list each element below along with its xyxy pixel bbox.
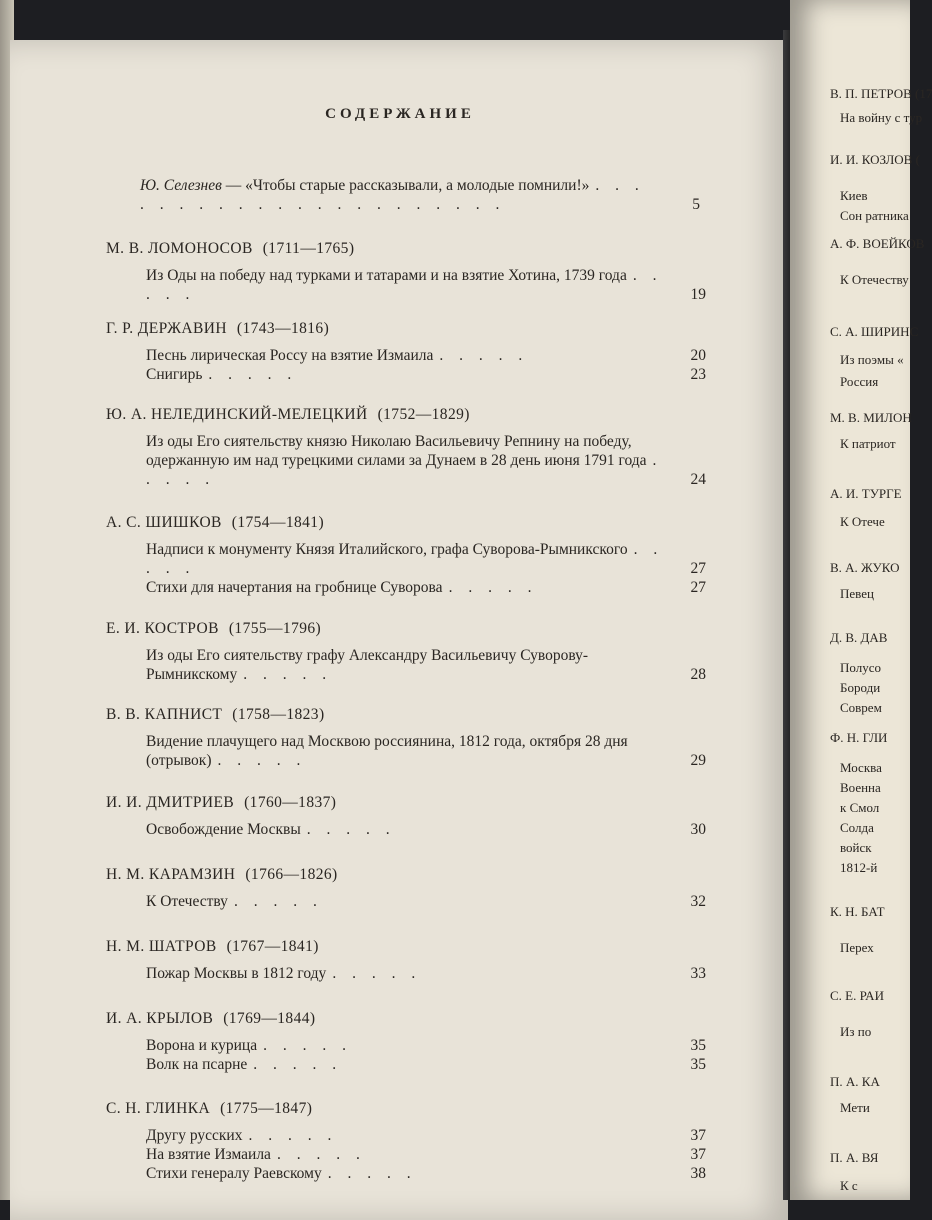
author-dates: (1752—1829) (377, 406, 470, 423)
facing-author: А. Ф. ВОЕЙКОВ (830, 236, 925, 251)
work-page-number: 27 (690, 560, 706, 577)
works-list (146, 646, 706, 684)
author-dates: (1760—1837) (244, 794, 337, 811)
author-dates: (1767—1841) (226, 938, 319, 955)
works-list (146, 346, 706, 384)
work-item: Из оды Его сиятельству князю Николаю Васильевичу Репнину на победу, одержанную им над турецкими силами за Дунаем в 28 день июня 1791 года . . . . . 24 (146, 433, 706, 488)
work-item: Песнь лирическая Россу на взятие Измаила . . . . . 20 (146, 347, 706, 364)
toc-entry (106, 514, 706, 597)
facing-author: П. А. КА (830, 1074, 880, 1089)
work-item: На взятие Измаила . . . . . 37 (146, 1146, 706, 1163)
author-heading (106, 866, 706, 884)
work-page-number: 24 (690, 471, 706, 488)
work-title: Из оды Его сиятельству князю Николаю Васильевичу Репнину на победу, одержанную им над турецкими силами за Дунаем в 28 день июня 1791 года (146, 433, 647, 469)
toc-entry (106, 620, 706, 684)
author-heading (106, 706, 706, 724)
facing-author: М. В. МИЛОН (830, 410, 912, 425)
work-title: Волк на псарне (146, 1056, 248, 1073)
work-title: Видение плачущего над Москвою россиянина, 1812 года, октября 28 дня (отрывок) (146, 733, 628, 769)
facing-work: К Отечеству (840, 272, 909, 287)
author-dates: (1754—1841) (231, 514, 325, 531)
author-heading (106, 320, 706, 338)
facing-work: к Смол (840, 800, 880, 815)
work-page-number: 35 (690, 1056, 706, 1073)
work-page-number: 19 (690, 286, 706, 303)
work-title: Ворона и курица (146, 1037, 258, 1054)
facing-author: К. Н. БАТ (830, 904, 885, 919)
work-title: Стихи для начертания на гробнице Суворова (146, 579, 443, 596)
author-name: Н. М. ШАТРОВ (106, 938, 217, 955)
work-title: Другу русских (146, 1127, 243, 1144)
intro-author: Ю. Селезнев (140, 177, 222, 194)
work-page-number: 23 (690, 366, 706, 383)
facing-work: На войну с тур (840, 110, 923, 125)
author-heading (106, 514, 706, 532)
work-title: Из оды Его сиятельству графу Александру Васильевичу Суворову-Рымникскому (146, 647, 589, 683)
author-heading (106, 938, 706, 956)
work-item: Из оды Его сиятельству графу Александру Васильевичу Суворову-Рымникскому . . . . . 28 (146, 647, 706, 683)
facing-author: И. И. КОЗЛОВ ( (830, 152, 920, 167)
facing-work: войск (840, 840, 872, 855)
works-list (146, 266, 706, 304)
work-item: Ворона и курица . . . . . 35 (146, 1037, 706, 1054)
author-name: Ю. А. НЕЛЕДИНСКИЙ-МЕЛЕЦКИЙ (106, 406, 368, 423)
works-list (146, 964, 706, 983)
work-page-number: 29 (690, 752, 706, 769)
toc-entry (106, 866, 706, 911)
work-page-number: 37 (690, 1127, 706, 1144)
author-dates: (1775—1847) (220, 1100, 313, 1117)
author-heading (106, 1010, 706, 1028)
works-list (146, 820, 706, 839)
work-title: Из Оды на победу над турками и татарами и на взятие Хотина, 1739 года (146, 267, 627, 284)
work-page-number: 32 (690, 893, 706, 910)
work-title: Пожар Москвы в 1812 году (146, 965, 327, 982)
author-dates: (1711—1765) (262, 240, 355, 257)
page-title: СОДЕРЖАНИЕ (325, 106, 475, 122)
work-page-number: 37 (690, 1146, 706, 1163)
author-name: М. В. ЛОМОНОСОВ (106, 240, 253, 257)
work-page-number: 28 (690, 666, 706, 683)
author-heading (106, 794, 706, 812)
facing-work: Военна (840, 780, 881, 795)
work-item: К Отечеству . . . . . 32 (146, 893, 706, 910)
author-name: И. И. ДМИТРИЕВ (106, 794, 235, 811)
facing-author: С. А. ШИРИНС (830, 324, 919, 339)
author-name: И. А. КРЫЛОВ (106, 1010, 214, 1027)
toc-entry (106, 240, 706, 304)
facing-work: Бороди (840, 680, 881, 695)
toc-entry (106, 320, 706, 384)
work-page-number: 35 (690, 1037, 706, 1054)
works-list (146, 1036, 706, 1074)
work-title: На взятие Измаила (146, 1146, 271, 1163)
work-title: Песнь лирическая Россу на взятие Измаила (146, 347, 434, 364)
intro-page: 5 (692, 196, 700, 213)
facing-work: Полусо (840, 660, 881, 675)
intro-title: — «Чтобы старые рассказывали, а молодые помнили!» (221, 177, 590, 194)
author-name: Н. М. КАРАМЗИН (106, 866, 236, 883)
work-item: Стихи для начертания на гробнице Суворова . . . . . 27 (146, 579, 706, 596)
facing-work: Солда (840, 820, 874, 835)
author-dates: (1758—1823) (232, 706, 325, 723)
facing-work: Сон ратника (840, 208, 909, 223)
facing-work: К с (840, 1178, 858, 1193)
works-list (146, 892, 706, 911)
work-page-number: 20 (690, 347, 706, 364)
facing-author: В. П. ПЕТРОВ (17 (830, 86, 932, 101)
toc-entry (106, 1100, 706, 1183)
work-item: Надписи к монументу Князя Италийского, графа Суворова-Рымникского . . . . . 27 (146, 541, 706, 577)
facing-author: А. И. ТУРГЕ (830, 486, 902, 501)
facing-work: Перех (840, 940, 874, 955)
facing-author: П. А. ВЯ (830, 1150, 879, 1165)
toc-entry (106, 1010, 706, 1074)
work-page-number: 27 (690, 579, 706, 596)
author-dates: (1743—1816) (236, 320, 330, 337)
facing-work: Из поэмы « (840, 352, 904, 367)
work-page-number: 33 (690, 965, 706, 982)
facing-author: Д. В. ДАВ (830, 630, 888, 645)
work-item: Волк на псарне . . . . . 35 (146, 1056, 706, 1073)
author-dates: (1755—1796) (228, 620, 322, 637)
author-name: Г. Р. ДЕРЖАВИН (106, 320, 227, 337)
author-heading (106, 406, 706, 424)
works-list (146, 1126, 706, 1183)
work-item: Из Оды на победу над турками и татарами и на взятие Хотина, 1739 года . . . . . 19 (146, 267, 706, 303)
work-item: Снигирь . . . . . 23 (146, 366, 706, 383)
toc-entry (106, 406, 706, 489)
work-title: Надписи к монументу Князя Италийского, графа Суворова-Рымникского (146, 541, 628, 558)
toc-entry (106, 794, 706, 839)
work-item: Освобождение Москвы . . . . . 30 (146, 821, 706, 838)
author-dates: (1769—1844) (223, 1010, 316, 1027)
works-list (146, 432, 706, 489)
author-dates: (1766—1826) (245, 866, 338, 883)
facing-work: К Отече (840, 514, 885, 529)
facing-work: Из по (840, 1024, 872, 1039)
work-title: К Отечеству (146, 893, 228, 910)
author-name: В. В. КАПНИСТ (106, 706, 223, 723)
toc-entry (106, 706, 706, 770)
intro-work: Ю. Селезнев — «Чтобы старые рассказывали, а молодые помнили!» . . . . . . . . . . . . . . . . . . . . . . 5 (140, 177, 700, 213)
facing-author: В. А. ЖУКО (830, 560, 900, 575)
intro-entry (140, 176, 700, 214)
works-list (146, 732, 706, 770)
author-name: С. Н. ГЛИНКА (106, 1100, 211, 1117)
facing-author: С. Е. РАИ (830, 988, 884, 1003)
work-title: Стихи генералу Раевскому (146, 1165, 322, 1182)
work-title: Снигирь (146, 366, 203, 383)
work-item: Другу русских . . . . . 37 (146, 1127, 706, 1144)
right-page (790, 0, 932, 1200)
facing-work: Киев (840, 188, 868, 203)
author-name: А. С. ШИШКОВ (106, 514, 222, 531)
facing-author: Ф. Н. ГЛИ (830, 730, 888, 745)
author-heading (106, 240, 706, 258)
facing-work: Мети (840, 1100, 870, 1115)
facing-work: 1812-й (840, 860, 878, 875)
facing-work: Москва (840, 760, 882, 775)
works-list (146, 540, 706, 597)
facing-work: Певец (840, 586, 874, 601)
author-heading (106, 620, 706, 638)
facing-work: Россия (840, 374, 879, 389)
work-title: Освобождение Москвы (146, 821, 301, 838)
facing-work: К патриот (840, 436, 896, 451)
work-item: Пожар Москвы в 1812 году . . . . . 33 (146, 965, 706, 982)
toc-entry (106, 938, 706, 983)
facing-work: Соврем (840, 700, 882, 715)
work-item: Стихи генералу Раевскому . . . . . 38 (146, 1165, 706, 1182)
author-heading (106, 1100, 706, 1118)
work-page-number: 30 (690, 821, 706, 838)
work-item: Видение плачущего над Москвою россиянина, 1812 года, октября 28 дня (отрывок) . . . . . 29 (146, 733, 706, 769)
author-name: Е. И. КОСТРОВ (106, 620, 219, 637)
work-page-number: 38 (690, 1165, 706, 1182)
